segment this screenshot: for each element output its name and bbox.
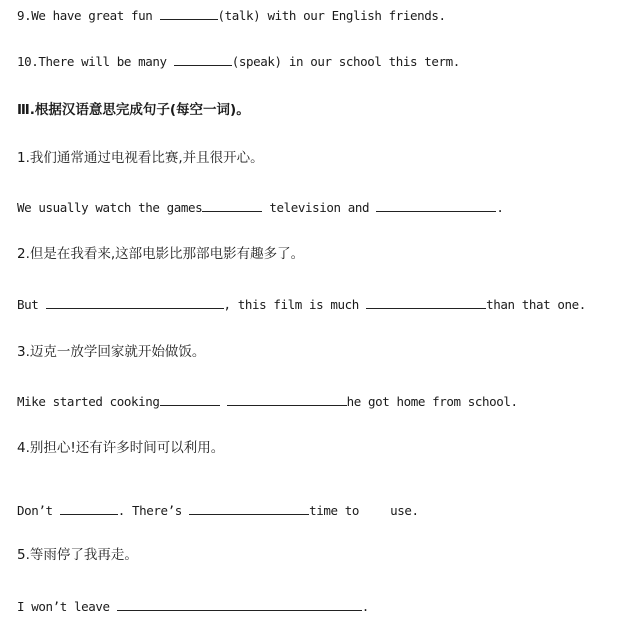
- sentence-text: Mike started cooking: [17, 394, 160, 409]
- answer-blank[interactable]: [174, 53, 232, 66]
- word-hint: (talk): [217, 8, 261, 23]
- answer-blank[interactable]: [366, 296, 486, 309]
- sentence-3-chinese: 3.迈克一放学回家就开始做饭。: [17, 344, 206, 360]
- question-9: [17, 7, 446, 23]
- question-text: in our school this term.: [288, 54, 460, 69]
- sentence-text: he got home from school.: [346, 394, 518, 409]
- sentence-text: .: [361, 599, 369, 614]
- sentence-text: than that one.: [486, 297, 586, 312]
- sentence-2-english: [17, 296, 586, 312]
- answer-blank[interactable]: [160, 393, 220, 406]
- question-text: We have great fun: [31, 8, 153, 23]
- sentence-4-english: [17, 502, 419, 518]
- question-text: There will be many: [38, 54, 167, 69]
- answer-blank[interactable]: [117, 598, 362, 611]
- answer-blank[interactable]: [189, 502, 309, 515]
- answer-blank[interactable]: [227, 393, 347, 406]
- section-heading: Ⅲ.根据汉语意思完成句子(每空一词)。: [17, 102, 250, 118]
- sentence-text: I won’t leave: [17, 599, 110, 614]
- sentence-1-chinese: 1.我们通常通过电视看比赛,并且很开心。: [17, 150, 264, 166]
- sentence-text: . There’s: [117, 503, 182, 518]
- answer-blank[interactable]: [46, 296, 224, 309]
- answer-blank[interactable]: [202, 199, 262, 212]
- sentence-text: television and: [269, 200, 370, 215]
- answer-blank[interactable]: [60, 502, 118, 515]
- sentence-text: time to: [309, 503, 359, 518]
- question-number: 9.: [17, 8, 32, 23]
- sentence-text: .: [496, 200, 504, 215]
- sentence-2-chinese: 2.但是在我看来,这部电影比那部电影有趣多了。: [17, 246, 305, 262]
- sentence-text: Don’t: [17, 503, 53, 518]
- sentence-text: We usually watch the games: [17, 200, 203, 215]
- sentence-text: , this film is much: [223, 297, 359, 312]
- sentence-1-english: [17, 199, 503, 215]
- question-text: with our English friends.: [267, 8, 446, 23]
- sentence-5-chinese: 5.等雨停了我再走。: [17, 547, 138, 563]
- answer-blank[interactable]: [160, 7, 218, 20]
- sentence-4-chinese: 4.别担心!还有许多时间可以利用。: [17, 440, 225, 456]
- question-10: [17, 53, 460, 69]
- sentence-text: use.: [390, 503, 419, 518]
- answer-blank[interactable]: [376, 199, 496, 212]
- question-number: 10.: [17, 54, 39, 69]
- word-hint: (speak): [231, 54, 282, 69]
- sentence-3-english: [17, 393, 518, 409]
- sentence-text: But: [17, 297, 39, 312]
- sentence-5-english: [17, 598, 369, 614]
